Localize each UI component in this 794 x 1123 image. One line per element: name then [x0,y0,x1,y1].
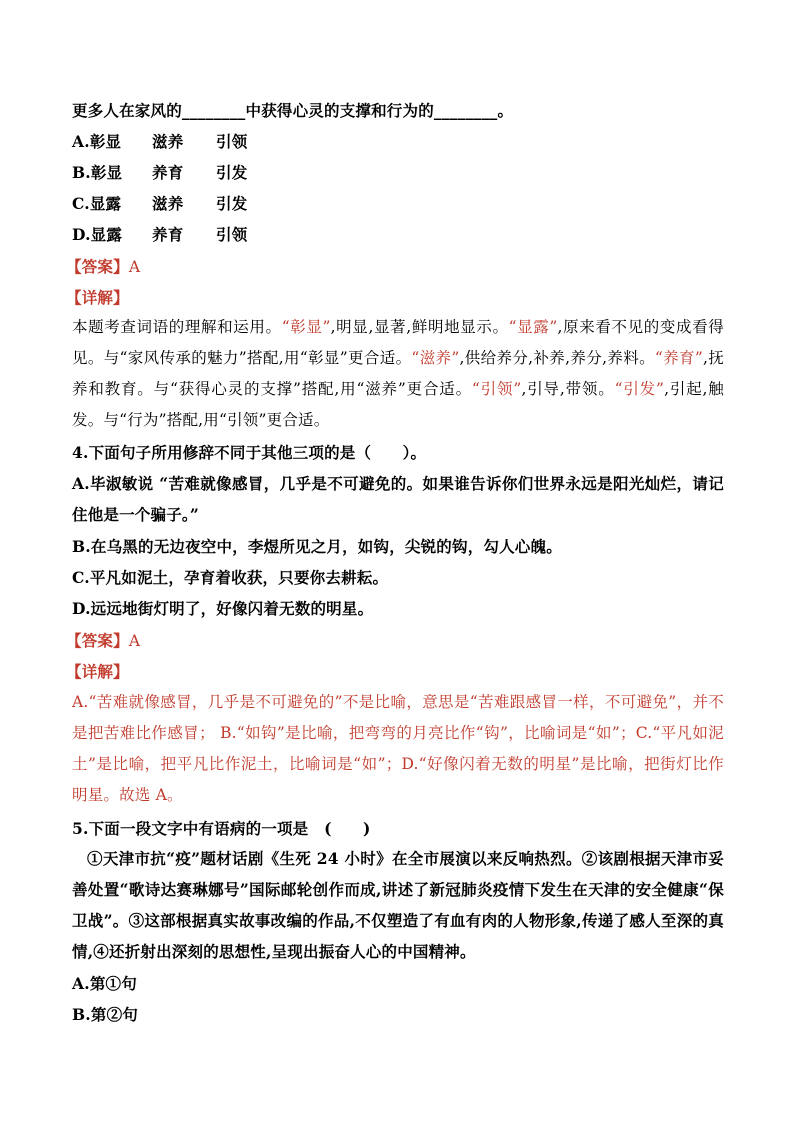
q4-option-d: D.远远地街灯明了，好像闪着无数的明星。 [72,599,374,618]
option-c-label: C.显露 [72,194,122,213]
q4-option-b: B.在乌黑的无边夜空中，李煜所见之月，如钩，尖锐的钩，勾人心魄。 [72,537,562,556]
option-a-label: A.彰显 [72,132,122,151]
option-b-word3: 引发 [216,163,248,182]
term-zhangxian: “彰显” [281,318,331,336]
q5-option-b: B.第②句 [72,1005,138,1024]
detail-text: ,供给养分,补养,养分,养料。 [459,349,655,367]
q5-passage: ①天津市抗“疫”题材话剧《生死 24 小时》在全市展演以来反响热烈。②该剧根据天津市妥善处置“歌诗达赛琳娜号”国际邮轮创作而成,讲述了新冠肺炎疫情下发生在天津的安全健康“保卫战”。③这部根据真实故事改编的作品,不仅塑造了有血有肉的人物形象,传递了感人至深的真情,④还折射出深刻的思想性,呈现出振奋人心的中国精神。 [72,849,724,961]
answer-row-q4 [66,631,140,651]
detail-text: ,引导,带领。 [521,380,615,398]
option-a-word3: 引领 [216,132,248,151]
detail-text-q3 [72,312,724,436]
answer-value: A [128,632,141,650]
option-b-label: B.彰显 [72,163,123,182]
option-c [72,194,247,214]
q4-option-c: C.平凡如泥土，孕育着收获，只要你去耕耘。 [72,568,389,587]
option-c-word3: 引发 [216,194,248,213]
answer-tag: 【答案】 [66,257,129,276]
detail-text: ,明显,显著,鲜明地显示。 [330,318,509,336]
option-b-word2: 养育 [152,163,184,182]
term-yinling: “引领” [471,380,522,398]
option-c-word2: 滋养 [152,194,184,213]
option-b [72,163,247,183]
detail-text: ,原来看不见的变成看得见。与“家风传承的魅力”搭配,用“彰显”更合适。 [72,318,724,367]
option-d-word2: 养育 [152,225,184,244]
answer-value: A [128,258,141,276]
answer-tag: 【答案】 [66,631,129,650]
q5-option-a: A.第①句 [72,974,137,993]
option-d-label: D.显露 [72,225,123,244]
term-yinfa: “引发” [614,380,665,398]
detail-tag-label: 【详解】 [66,662,129,681]
detail-tag-q4 [66,662,129,682]
detail-text-q4: A.“苦难就像感冒，几乎是不可避免的”不是比喻，意思是“苦难跟感冒一样，不可避免”，并不是把苦难比作感冒； B.“如钩”是比喻，把弯弯的月亮比作“钩”，比喻词是“如”；C.“平凡如泥土”是比喻，把平凡比作泥土，比喻词是“如”；D.“好像闪着无数的明星”是比喻，把街灯比作明星。故选 A。 [72,693,724,804]
option-a-word2: 滋养 [152,132,184,151]
option-d-word3: 引领 [216,225,248,244]
detail-tag-label: 【详解】 [66,288,129,307]
option-a [72,132,247,152]
question-3-stem: 更多人在家风的________中获得心灵的支撑和行为的________。 [72,101,514,120]
term-ziyang: “滋养” [411,349,460,367]
detail-text: ,引起,触发。与“行为”搭配,用“引领”更合适。 [72,380,724,429]
term-xianlu: “显露” [508,318,558,336]
detail-text: ,抚养和教育。与“获得心灵的支撑”搭配,用“滋养”更合适。 [72,349,724,398]
detail-tag-q3 [66,288,129,308]
answer-row-q3 [66,257,140,277]
term-yangyu: “养育” [654,349,704,367]
option-d [72,225,247,245]
q4-option-a: A.毕淑敏说 “苦难就像感冒，几乎是不可避免的。如果谁告诉你们世界永远是阳光灿烂，请记住他是一个骗子。” [72,474,724,524]
detail-text: 本题考查词语的理解和运用。 [72,318,282,336]
question-5-stem: 5.下面一段文字中有语病的一项是 ( ) [72,819,371,838]
question-4-stem: 4.下面句子所用修辞不同于其他三项的是（ ）。 [72,443,427,462]
